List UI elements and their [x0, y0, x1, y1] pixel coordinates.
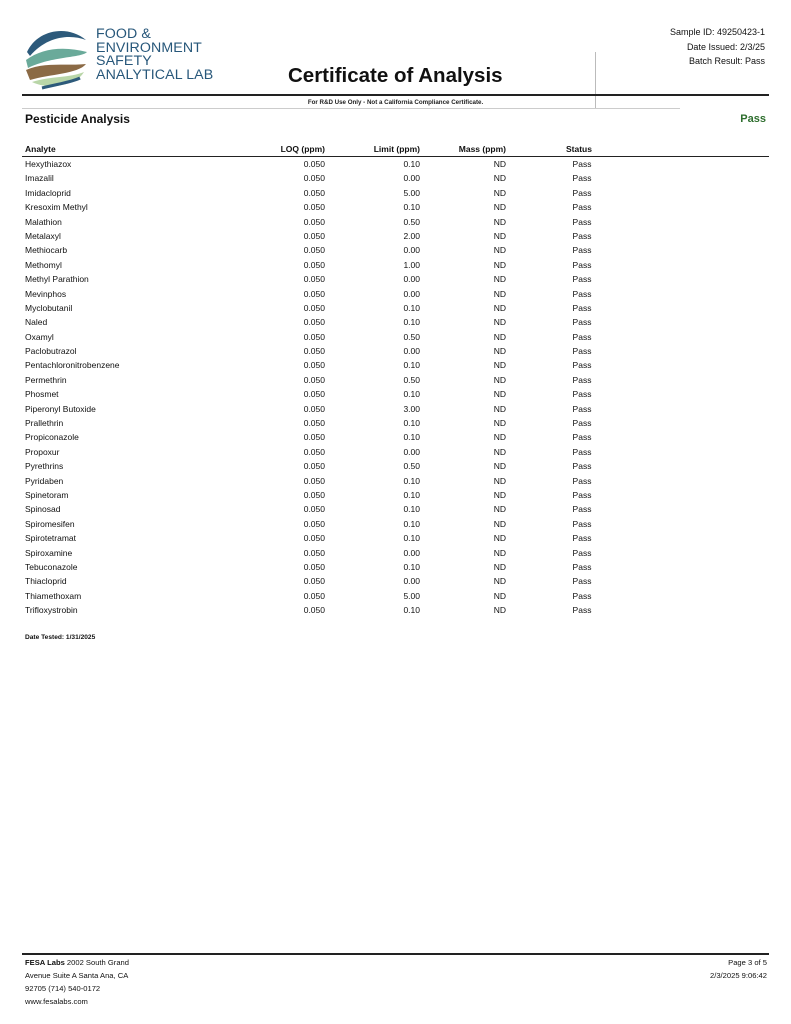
cell-status: Pass [572, 489, 592, 500]
footer-address [25, 956, 129, 1008]
cell-analyte: Propiconazole [25, 432, 79, 443]
cell-limit: 0.50 [403, 461, 420, 472]
table-row [0, 229, 791, 243]
cell-status: Pass [572, 245, 592, 256]
cell-analyte: Tebuconazole [25, 561, 78, 572]
cell-mass: ND [493, 475, 506, 486]
table-row [0, 344, 791, 358]
cell-mass: ND [493, 374, 506, 385]
table-row [0, 517, 791, 531]
table-row [0, 315, 791, 329]
section-title: Pesticide Analysis [25, 112, 130, 126]
table-row [0, 459, 791, 473]
cell-analyte: Methomyl [25, 259, 62, 270]
cell-limit: 0.00 [403, 288, 420, 299]
cell-limit: 0.10 [403, 418, 420, 429]
cell-limit: 0.10 [403, 432, 420, 443]
cell-limit: 0.10 [403, 561, 420, 572]
table-row [0, 488, 791, 502]
cell-loq: 0.050 [303, 245, 325, 256]
footer-page-info [710, 956, 767, 982]
column-header-limit: Limit (ppm) [373, 144, 420, 154]
cell-loq: 0.050 [303, 461, 325, 472]
cell-mass: ND [493, 331, 506, 342]
cell-analyte: Mevinphos [25, 288, 67, 299]
cell-analyte: Spirotetramat [25, 533, 77, 544]
cell-loq: 0.050 [303, 274, 325, 285]
cell-limit: 0.10 [403, 518, 420, 529]
table-row [0, 387, 791, 401]
cell-loq: 0.050 [303, 561, 325, 572]
cell-analyte: Spinetoram [25, 489, 69, 500]
footer-website: www.fesalabs.com [25, 997, 88, 1007]
cell-mass: ND [493, 317, 506, 328]
cell-mass: ND [493, 389, 506, 400]
page-number: Page 3 of 5 [728, 958, 767, 967]
cell-analyte: Hexythiazox [25, 159, 72, 169]
cell-loq: 0.050 [303, 533, 325, 544]
table-row [0, 287, 791, 301]
footer-rule [22, 953, 769, 955]
table-row [0, 171, 791, 185]
table-row [0, 574, 791, 588]
cell-limit: 0.00 [403, 446, 420, 457]
cell-loq: 0.050 [303, 504, 325, 515]
cell-loq: 0.050 [303, 418, 325, 429]
cell-loq: 0.050 [303, 389, 325, 400]
table-row [0, 546, 791, 560]
cell-analyte: Trifloxystrobin [25, 605, 78, 616]
table-row [0, 402, 791, 416]
cell-limit: 0.10 [403, 605, 420, 616]
cell-analyte: Imazalil [25, 173, 54, 184]
cell-mass: ND [493, 446, 506, 457]
cell-limit: 0.10 [403, 533, 420, 544]
cell-analyte: Prallethrin [25, 418, 64, 429]
cell-limit: 0.00 [403, 346, 420, 357]
cell-mass: ND [493, 259, 506, 270]
cell-status: Pass [572, 331, 592, 342]
section-result-badge: Pass [740, 113, 766, 125]
cell-analyte: Oxamyl [25, 331, 54, 342]
cell-limit: 0.10 [403, 159, 420, 169]
cell-loq: 0.050 [303, 230, 325, 241]
cell-limit: 0.10 [403, 360, 420, 371]
cell-analyte: Naled [25, 317, 48, 328]
cell-mass: ND [493, 561, 506, 572]
table-row [0, 445, 791, 459]
cell-analyte: Thiamethoxam [25, 590, 82, 601]
cell-loq: 0.050 [303, 346, 325, 357]
cell-loq: 0.050 [303, 403, 325, 414]
lab-name-line: SAFETY [96, 53, 152, 70]
cell-analyte: Myclobutanil [25, 302, 73, 313]
cell-mass: ND [493, 346, 506, 357]
cell-limit: 0.10 [403, 489, 420, 500]
cell-mass: ND [493, 274, 506, 285]
cell-analyte: Malathion [25, 216, 62, 227]
table-row [0, 301, 791, 315]
cell-mass: ND [493, 547, 506, 558]
cell-loq: 0.050 [303, 547, 325, 558]
cell-mass: ND [493, 489, 506, 500]
table-row [0, 215, 791, 229]
table-row [0, 589, 791, 603]
cell-mass: ND [493, 302, 506, 313]
cell-status: Pass [572, 547, 592, 558]
table-row [0, 430, 791, 444]
cell-status: Pass [572, 533, 592, 544]
cell-mass: ND [493, 202, 506, 213]
table-row [0, 157, 791, 171]
disclaimer: For R&D Use Only - Not a California Compliance Certificate. [307, 99, 484, 106]
date-issued: Date Issued: 2/3/25 [686, 41, 765, 52]
cell-analyte: Permethrin [25, 374, 67, 385]
disclaimer-rule [22, 108, 680, 109]
cell-status: Pass [572, 504, 592, 515]
cell-status: Pass [572, 374, 592, 385]
cell-loq: 0.050 [303, 317, 325, 328]
table-row [0, 243, 791, 257]
cell-status: Pass [572, 418, 592, 429]
cell-status: Pass [572, 576, 592, 587]
column-header-status: Status [566, 144, 592, 154]
cell-mass: ND [493, 230, 506, 241]
cell-loq: 0.050 [303, 432, 325, 443]
header-rule [22, 94, 769, 96]
cell-limit: 2.00 [403, 230, 420, 241]
fesa-logo-icon [22, 22, 88, 92]
cell-analyte: Spiroxamine [25, 547, 73, 558]
column-header-loq: LOQ (ppm) [280, 144, 325, 154]
cell-limit: 3.00 [403, 403, 420, 414]
cell-loq: 0.050 [303, 187, 325, 198]
cell-loq: 0.050 [303, 605, 325, 616]
cell-loq: 0.050 [303, 173, 325, 184]
cell-mass: ND [493, 245, 506, 256]
cell-analyte: Paclobutrazol [25, 346, 77, 357]
cell-limit: 0.10 [403, 202, 420, 213]
cell-mass: ND [493, 605, 506, 616]
cell-limit: 5.00 [403, 187, 420, 198]
cell-status: Pass [572, 346, 592, 357]
sample-meta [670, 25, 765, 69]
cell-limit: 0.10 [403, 504, 420, 515]
cell-mass: ND [493, 216, 506, 227]
cell-loq: 0.050 [303, 302, 325, 313]
cell-mass: ND [493, 432, 506, 443]
cell-status: Pass [572, 259, 592, 270]
cell-analyte: Metalaxyl [25, 230, 61, 241]
cell-mass: ND [493, 576, 506, 587]
cell-analyte: Pentachloronitrobenzene [25, 360, 120, 371]
cell-mass: ND [493, 187, 506, 198]
cell-status: Pass [572, 605, 592, 616]
cell-status: Pass [572, 230, 592, 241]
cell-mass: ND [493, 360, 506, 371]
cell-limit: 0.50 [403, 374, 420, 385]
cell-loq: 0.050 [303, 202, 325, 213]
table-row [0, 186, 791, 200]
table-row [0, 330, 791, 344]
cell-mass: ND [493, 518, 506, 529]
cell-analyte: Pyrethrins [25, 461, 64, 472]
cell-limit: 0.10 [403, 389, 420, 400]
footer-street: 2002 South Grand [64, 958, 129, 967]
cell-analyte: Phosmet [25, 389, 59, 400]
cell-mass: ND [493, 461, 506, 472]
cell-status: Pass [572, 202, 592, 213]
cell-status: Pass [572, 475, 592, 486]
cell-status: Pass [572, 159, 592, 169]
cell-loq: 0.050 [303, 374, 325, 385]
cell-limit: 0.50 [403, 331, 420, 342]
cell-loq: 0.050 [303, 590, 325, 601]
cell-status: Pass [572, 187, 592, 198]
cell-status: Pass [572, 317, 592, 328]
batch-result: Batch Result: Pass [688, 56, 765, 67]
cell-mass: ND [493, 418, 506, 429]
cell-status: Pass [572, 590, 592, 601]
table-row [0, 531, 791, 545]
cell-loq: 0.050 [303, 475, 325, 486]
cell-mass: ND [493, 504, 506, 515]
lab-name-line: FOOD & [96, 26, 151, 42]
cell-loq: 0.050 [303, 331, 325, 342]
table-row [0, 258, 791, 272]
cell-status: Pass [572, 561, 592, 572]
cell-status: Pass [572, 432, 592, 443]
cell-mass: ND [493, 159, 506, 169]
cell-status: Pass [572, 461, 592, 472]
cell-loq: 0.050 [303, 259, 325, 270]
cell-status: Pass [572, 360, 592, 371]
cell-loq: 0.050 [303, 489, 325, 500]
cell-loq: 0.050 [303, 518, 325, 529]
cell-status: Pass [572, 274, 592, 285]
page-title: Certificate of Analysis [288, 64, 503, 87]
table-row [0, 502, 791, 516]
cell-analyte: Spinosad [25, 504, 61, 515]
cell-status: Pass [572, 302, 592, 313]
lab-name-line: ANALYTICAL LAB [96, 66, 214, 83]
cell-analyte: Imidacloprid [25, 187, 71, 198]
table-row [0, 373, 791, 387]
table-row [0, 416, 791, 430]
cell-status: Pass [572, 173, 592, 184]
cell-status: Pass [572, 446, 592, 457]
column-header-analyte: Analyte [25, 144, 56, 154]
footer-address-line-1 [25, 956, 129, 969]
cell-status: Pass [572, 403, 592, 414]
cell-analyte: Spiromesifen [25, 518, 75, 529]
cell-limit: 0.50 [403, 216, 420, 227]
footer-address-line-3: 92705 (714) 540-0172 [25, 984, 101, 994]
lab-name-line: ENVIRONMENT [96, 39, 202, 56]
results-table-body [0, 157, 791, 618]
lab-name [96, 28, 213, 82]
cell-analyte: Kresoxim Methyl [25, 202, 88, 213]
cell-limit: 0.00 [403, 547, 420, 558]
cell-loq: 0.050 [303, 159, 325, 169]
cell-analyte: Methyl Parathion [25, 274, 89, 285]
cell-limit: 0.00 [403, 576, 420, 587]
cell-limit: 0.10 [403, 302, 420, 313]
cell-limit: 0.00 [403, 274, 420, 285]
cell-limit: 0.10 [403, 475, 420, 486]
cell-status: Pass [572, 518, 592, 529]
cell-mass: ND [493, 533, 506, 544]
sample-id: Sample ID: 49250423-1 [669, 27, 765, 37]
cell-status: Pass [572, 288, 592, 299]
table-row [0, 603, 791, 617]
cell-analyte: Pyridaben [25, 475, 64, 486]
table-row [0, 474, 791, 488]
footer-address-line-2: Avenue Suite A Santa Ana, CA [25, 971, 129, 981]
table-row [0, 272, 791, 286]
print-timestamp: 2/3/2025 9:06:42 [709, 971, 767, 981]
date-tested: Date Tested: 1/31/2025 [25, 634, 96, 641]
table-row [0, 358, 791, 372]
cell-limit: 1.00 [403, 259, 420, 270]
cell-mass: ND [493, 590, 506, 601]
cell-mass: ND [493, 403, 506, 414]
cell-limit: 0.10 [403, 317, 420, 328]
cell-loq: 0.050 [303, 216, 325, 227]
cell-mass: ND [493, 173, 506, 184]
cell-limit: 5.00 [403, 590, 420, 601]
column-header-mass: Mass (ppm) [458, 144, 506, 154]
cell-loq: 0.050 [303, 360, 325, 371]
cell-loq: 0.050 [303, 288, 325, 299]
cell-loq: 0.050 [303, 576, 325, 587]
cell-mass: ND [493, 288, 506, 299]
cell-status: Pass [572, 389, 592, 400]
cell-loq: 0.050 [303, 446, 325, 457]
cell-analyte: Propoxur [25, 446, 60, 457]
table-row [0, 560, 791, 574]
cell-analyte: Methiocarb [25, 245, 68, 256]
cell-status: Pass [572, 216, 592, 227]
footer-company: FESA Labs [25, 958, 65, 967]
cell-limit: 0.00 [403, 173, 420, 184]
cell-limit: 0.00 [403, 245, 420, 256]
table-row [0, 200, 791, 214]
cell-analyte: Piperonyl Butoxide [25, 403, 96, 414]
cell-analyte: Thiacloprid [25, 576, 67, 587]
